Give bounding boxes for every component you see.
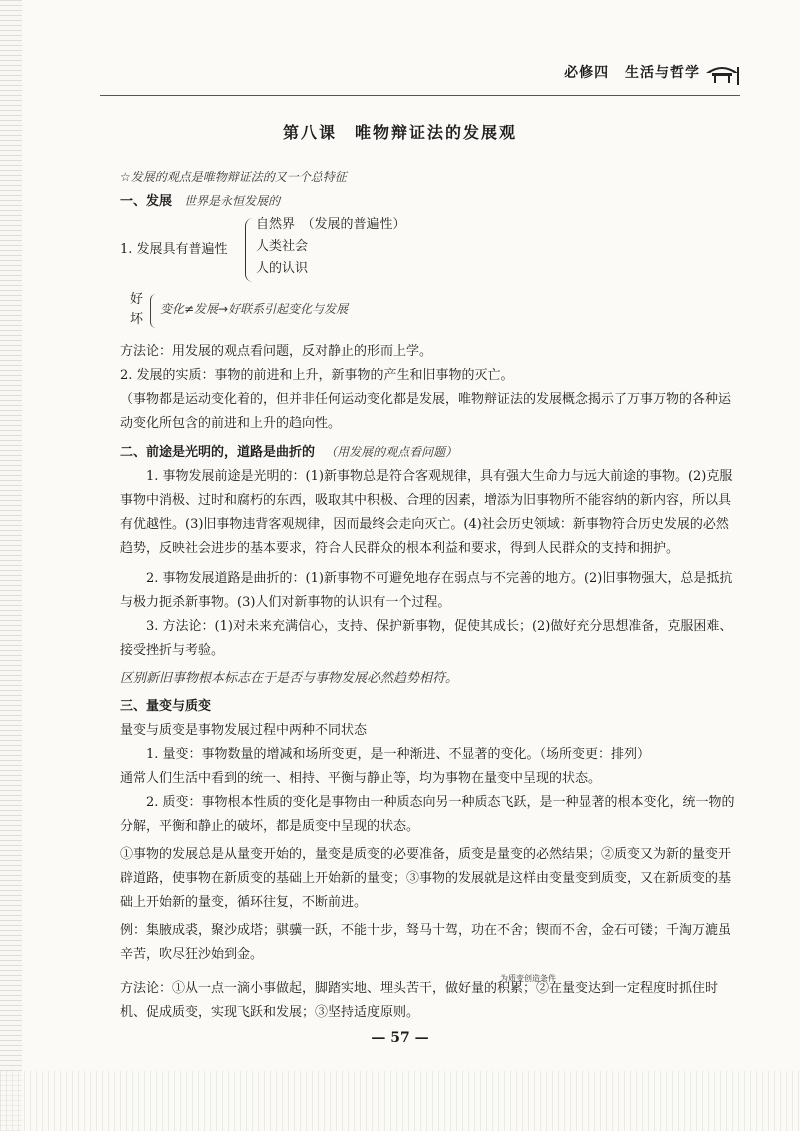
- section-3-heading: 三、量变与质变: [120, 699, 212, 714]
- universality-label: 1. 发展具有普遍性: [120, 242, 228, 257]
- good-bad-note: [120, 290, 740, 334]
- universality-brace: [120, 214, 740, 284]
- development-essence: 2. 发展的实质：事物的前进和上升，新事物的产生和旧事物的灭亡。: [120, 368, 514, 383]
- header-book: 生活与哲学: [625, 65, 700, 81]
- tortuous-road-paragraph: 2. 事物发展道路是曲折的：(1)新事物不可避免地存在弱点与不完善的地方。(2)旧事物强大，总是抵抗与极力扼杀新事物。(3)人们对新事物的认识有一个过程。: [120, 571, 733, 610]
- good-label: 好: [130, 292, 144, 307]
- section-1-heading: [120, 189, 740, 214]
- good-bad-text: 变化≠发展→好联系引起变化与发展: [160, 302, 349, 316]
- bright-future-paragraph: 1. 事物发展前途是光明的：(1)新事物总是符合客观规律，具有强大生命力与远大前途的事物。(2)克服事物中消极、过时和腐朽的东西，吸取其中积极、合理的因素，增添为旧事物所不能容纳的新内容，所以具有优越性。(3)旧事物违背客观规律，因而最终会走向灭亡。(4)社会历史领域：新事物符合历史发展的必然趋势，反映社会进步的基本要求，符合人民群众的根本利益和要求，得到人民群众的支持和拥护。: [120, 469, 733, 556]
- section-2-note: （用发展的观点看问题）: [325, 445, 458, 459]
- section-2-heading: [120, 440, 740, 465]
- examples-paragraph: 例：集腋成裘，聚沙成塔；骐骥一跃，不能十步，驽马十驾，功在不舍；锲而不舍，金石可镂；千淘万漉虽辛苦，吹尽狂沙始到金。: [120, 923, 732, 962]
- qualitative-change: 2. 质变：事物根本性质的变化是事物由一种质态向另一种质态飞跃，是一种显著的根本变化，统一物的分解，平衡和静止的破坏，都是质变中呈现的状态。: [120, 795, 735, 834]
- brace-icon: [150, 294, 157, 328]
- brace-icon: [245, 218, 254, 282]
- universality-items: [256, 214, 406, 280]
- quantitative-change: 1. 量变：事物数量的增减和场所变更，是一种渐进、不显著的变化。（场所变更：排列）: [146, 747, 651, 762]
- lesson-content: [120, 165, 740, 1025]
- section-1-note: 世界是永恒发展的: [184, 194, 281, 208]
- section-3-intro: 量变与质变是事物发展过程中两种不同状态: [120, 723, 368, 738]
- method-2: 3. 方法论：(1)对未来充满信心，支持、保护新事物，促使其成长；(2)做好充分思想准备，克服困难、接受挫折与考验。: [120, 619, 733, 658]
- method-3: 方法论：①从一点一滴小事做起，脚踏实地、埋头苦干，做好量的积累；②在量变达到一定程度时抓住时机、促成质变，实现飞跃和发展；③坚持适度原则。: [120, 981, 719, 1020]
- scan-edge-bottom: [0, 1071, 800, 1131]
- method-1: 方法论：用发展的观点看问题，反对静止的形而上学。: [120, 344, 433, 359]
- universality-item: 人类社会: [256, 239, 309, 254]
- method-3-block: [120, 974, 740, 1025]
- good-bad-labels: [130, 290, 146, 330]
- section-2-title: 二、前途是光明的，道路是曲折的: [120, 445, 316, 460]
- note-top: ☆发展的观点是唯物辩证法的又一个总特征: [120, 170, 347, 184]
- universality-item: 自然界 （发展的普遍性）: [256, 217, 406, 232]
- page-title: 第八课 唯物辩证法的发展观: [282, 123, 517, 142]
- header-module: 必修四: [564, 65, 610, 81]
- universality-item: 人的认识: [256, 261, 309, 276]
- quantitative-change-note: 通常人们生活中看到的统一、相持、平衡与静止等，均为事物在量变中呈现的状态。: [120, 771, 602, 786]
- section-2-handwritten-note: 区别新旧事物根本标志在于是否与事物发展必然趋势相符。: [120, 671, 459, 686]
- bad-label: 坏: [130, 312, 144, 327]
- small-margin-note: 为质变创造条件: [500, 974, 556, 983]
- development-essence-note: （事物都是运动变化着的，但并非任何运动变化都是发展，唯物辩证法的发展概念揭示了万事万物的各种运动变化所包含的前进和上升的趋向性。: [120, 392, 732, 431]
- scan-edge-left: [0, 0, 22, 1131]
- pavilion-roof-icon: [704, 59, 740, 85]
- section-1-title: 一、发展: [120, 194, 173, 209]
- header-text: [554, 62, 700, 82]
- relationship-paragraph: ①事物的发展总是从量变开始的，量变是质变的必要准备，质变是量变的必然结果；②质变又为新的量变开辟道路，使事物在新质变的基础上开始新的量变；③事物的发展就是这样由变量变到质变，又在新质变的基础上开始新的量变，循环往复，不断前进。: [120, 847, 732, 910]
- page-header: [100, 55, 740, 96]
- page-number: — 57 —: [371, 1030, 429, 1046]
